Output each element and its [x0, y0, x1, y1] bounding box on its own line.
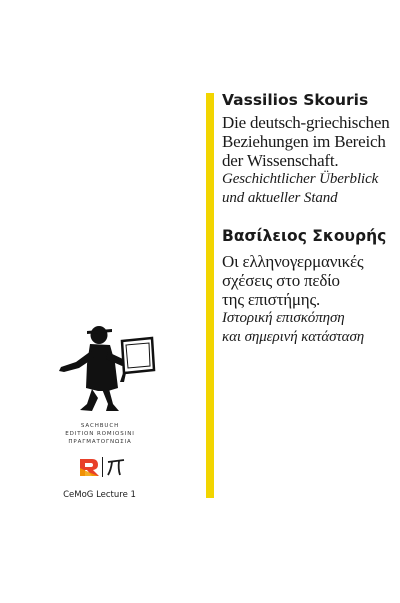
author-name-german: Vassilios Skouris [222, 91, 369, 109]
figure-holding-sign-illustration [52, 318, 164, 418]
greek-section [222, 226, 398, 347]
publisher-imprint [52, 422, 148, 446]
romiosini-logo-icon [80, 459, 99, 476]
subtitle-greek [222, 309, 398, 347]
yellow-accent-bar [206, 93, 214, 498]
title-block [222, 90, 398, 347]
author-name-greek: Βασίλειος Σκουρής [222, 227, 387, 245]
series-label: CeMoG Lecture 1 [63, 490, 136, 500]
title-greek-line: Οι ελληνογερμανικές [222, 252, 364, 271]
subtitle-greek-line: Ιστορική επισκόπηση [222, 310, 345, 326]
imprint-line: SACHBUCH [80, 423, 120, 429]
german-section [222, 90, 398, 208]
subtitle-german [222, 170, 398, 208]
publisher-logos [78, 456, 128, 478]
subtitle-german-line: und aktueller Stand [222, 190, 338, 206]
title-german-line: der Wissenschaft. [222, 151, 339, 170]
title-german [222, 113, 398, 170]
subtitle-german-line: Geschichtlicher Überblick [222, 171, 379, 187]
title-german-line: Die deutsch-griechischen [222, 113, 390, 132]
pi-logo-icon [108, 460, 124, 475]
imprint-line: ΠΡΑΓΜΑΤΟΓΝΩΣΙΑ [68, 439, 132, 445]
title-greek-line: σχέσεις στο πεδίο [222, 271, 340, 290]
title-greek-line: της επιστήμης. [222, 290, 321, 309]
title-greek [222, 252, 398, 309]
imprint-line: EDITION ROMIOSINI [65, 431, 135, 437]
title-german-line: Beziehungen im Bereich [222, 132, 386, 151]
subtitle-greek-line: και σημερινή κατάσταση [222, 329, 365, 345]
